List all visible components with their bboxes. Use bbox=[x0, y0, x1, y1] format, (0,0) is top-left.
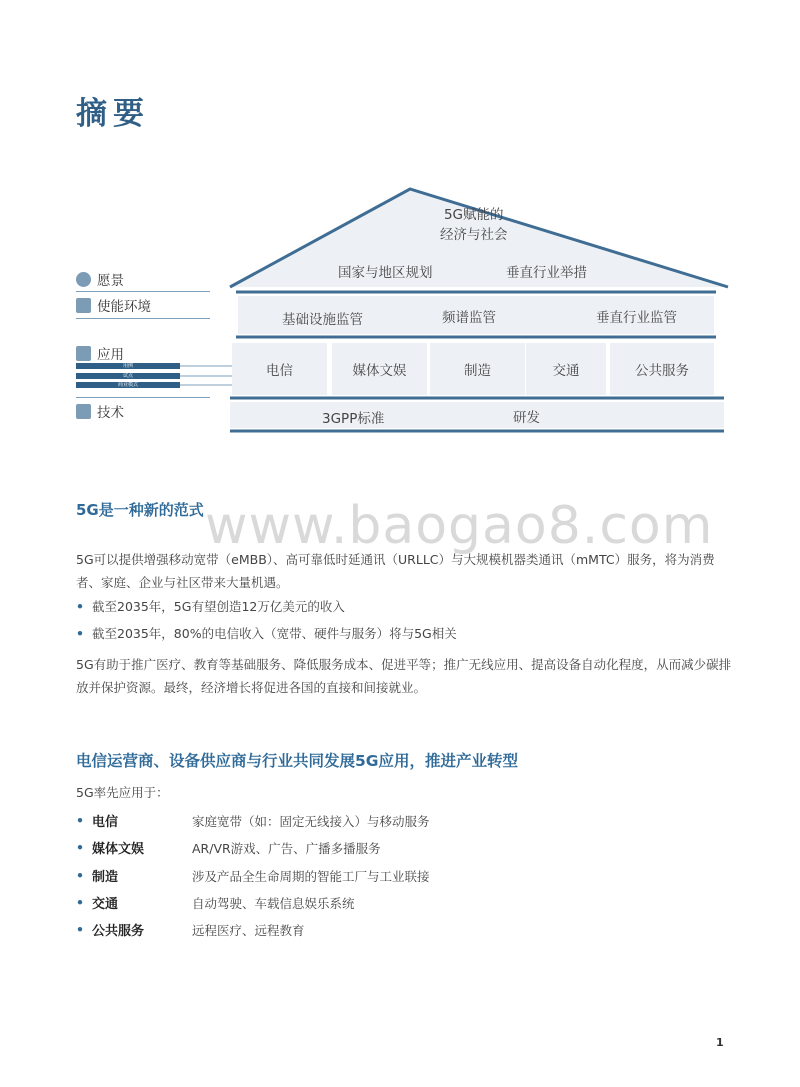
section1-bullet: • 截至2035年，5G有望创造12万亿美元的收入 bbox=[76, 598, 345, 614]
roof-item-vertical: 垂直行业举措 bbox=[506, 265, 587, 281]
section1-closing: 5G有助于推广医疗、教育等基础服务、降低服务成本、促进平等；推广无线应用、提高设备自动化程度，从而减少碳排放并保护资源。最终，经济增长将促进各国的直接和间接就业。 bbox=[76, 657, 732, 695]
app-tag-usecase: 用例 bbox=[76, 363, 180, 369]
tech-rnd: 研发 bbox=[513, 410, 540, 426]
page-title: 摘要 bbox=[76, 96, 150, 132]
bullet-icon: • bbox=[76, 922, 84, 937]
technology-band bbox=[230, 402, 724, 428]
legend-divider bbox=[76, 318, 210, 319]
legend-divider bbox=[76, 291, 210, 292]
chip-icon bbox=[76, 404, 91, 419]
bullet-icon: • bbox=[76, 895, 84, 910]
app-pillar-media: 媒体文娱 bbox=[332, 343, 427, 395]
bullet-icon: • bbox=[76, 625, 84, 641]
enabler-spectrum: 频谱监管 bbox=[442, 310, 496, 326]
enabler-vertical: 垂直行业监管 bbox=[596, 310, 677, 326]
bullet-icon: • bbox=[76, 840, 84, 855]
application-row: • 电信 家庭宽带（如：固定无线接入）与移动服务 bbox=[76, 813, 430, 830]
application-row: • 公共服务 远程医疗、远程教育 bbox=[76, 922, 305, 939]
app-tag-business-model: 商业模式 bbox=[76, 382, 180, 388]
app-pillar-public: 公共服务 bbox=[610, 343, 714, 395]
legend-divider bbox=[76, 397, 210, 398]
application-row: • 制造 涉及产品全生命周期的智能工厂与工业联接 bbox=[76, 868, 430, 885]
legend-application: 应用 bbox=[76, 343, 124, 363]
legend-tech: 技术 bbox=[76, 401, 124, 421]
bullet-icon: • bbox=[76, 598, 84, 614]
section2-lead: 5G率先应用于： bbox=[76, 785, 169, 800]
section2-heading: 电信运营商、设备供应商与行业共同发展5G应用，推进产业转型 bbox=[76, 752, 519, 770]
app-pillar-telecom: 电信 bbox=[232, 343, 327, 395]
bullet-icon: • bbox=[76, 813, 84, 828]
bullet-icon: • bbox=[76, 868, 84, 883]
app-pillar-transport: 交通 bbox=[526, 343, 606, 395]
roof-title: 5G赋能的 经济与社会 bbox=[440, 207, 508, 243]
section1-heading: 5G是一种新的范式 bbox=[76, 501, 204, 519]
tech-3gpp: 3GPP标准 bbox=[322, 411, 385, 427]
house-icon bbox=[76, 346, 91, 361]
app-tag-pilot: 试点 bbox=[76, 373, 180, 379]
section1-intro: 5G可以提供增强移动宽带（eMBB）、高可靠低时延通讯（URLLC）与大规模机器类通讯（mMTC）服务，将为消费者、家庭、企业与社区带来大量机遇。 bbox=[76, 552, 715, 590]
legend-vision: 愿景 bbox=[76, 269, 124, 289]
enabler-infrastructure: 基础设施监管 bbox=[282, 312, 363, 328]
application-row: • 交通 自动驾驶、车载信息娱乐系统 bbox=[76, 895, 355, 912]
page-number: 1 bbox=[716, 1036, 724, 1049]
roof-item-national: 国家与地区规划 bbox=[338, 265, 433, 281]
app-pillar-manufacturing: 制造 bbox=[430, 343, 525, 395]
legend-enabling: 使能环境 bbox=[76, 295, 151, 315]
section1-bullet: • 截至2035年，80%的电信收入（宽带、硬件与服务）将与5G相关 bbox=[76, 625, 457, 641]
vision-icon bbox=[76, 272, 91, 287]
enabling-icon bbox=[76, 298, 91, 313]
application-row: • 媒体文娱 AR/VR游戏、广告、广播多播服务 bbox=[76, 840, 381, 857]
watermark: www.baogao8.com bbox=[205, 496, 714, 556]
5g-house-diagram bbox=[70, 185, 730, 435]
